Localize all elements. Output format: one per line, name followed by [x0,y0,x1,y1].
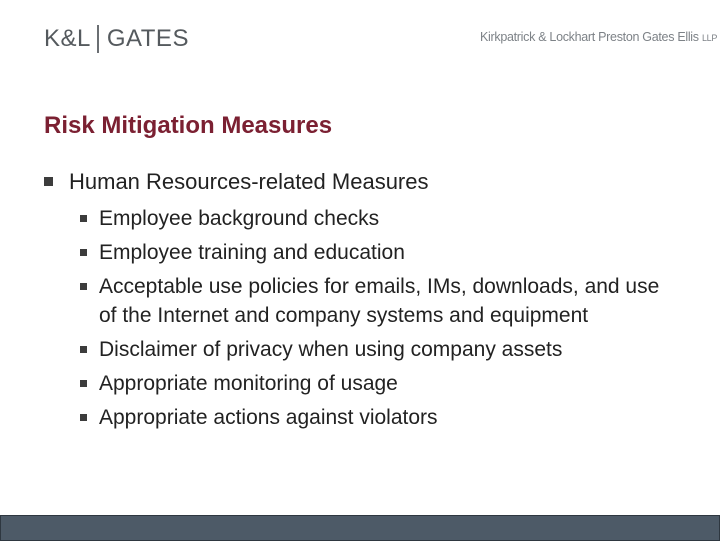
square-bullet-icon [80,380,87,387]
sub-bullet-list [80,204,670,437]
firm-suffix: LLP [701,33,718,43]
firm-name-text: Kirkpatrick & Lockhart Preston Gates Ellis [480,30,699,44]
firm-name [480,30,718,46]
list-item [80,204,670,233]
list-item [80,335,670,364]
square-bullet-icon [80,346,87,353]
list-item-text: Acceptable use policies for emails, IMs, downloads, and use of the Internet and company systems and equipment [99,275,660,327]
list-item [80,238,670,267]
list-item-text: Employee training and education [99,241,405,264]
list-item-text: Disclaimer of privacy when using company assets [99,338,563,361]
main-bullet [44,168,684,196]
slide-title: Risk Mitigation Measures [44,112,333,139]
kl-gates-logo [44,24,189,54]
square-bullet-icon [44,177,53,186]
list-item-text: Appropriate monitoring of usage [99,372,398,395]
square-bullet-icon [80,215,87,222]
list-item [80,369,670,398]
logo-left-text: K&L [44,25,91,52]
main-bullet-text: Human Resources-related Measures [69,169,429,194]
list-item [80,272,670,330]
square-bullet-icon [80,249,87,256]
list-item [80,403,670,432]
square-bullet-icon [80,414,87,421]
square-bullet-icon [80,283,87,290]
list-item-text: Employee background checks [99,207,380,230]
logo-right-text: GATES [106,25,189,52]
list-item-text: Appropriate actions against violators [99,406,438,429]
logo-divider [97,25,99,53]
footer-bar [0,515,720,541]
